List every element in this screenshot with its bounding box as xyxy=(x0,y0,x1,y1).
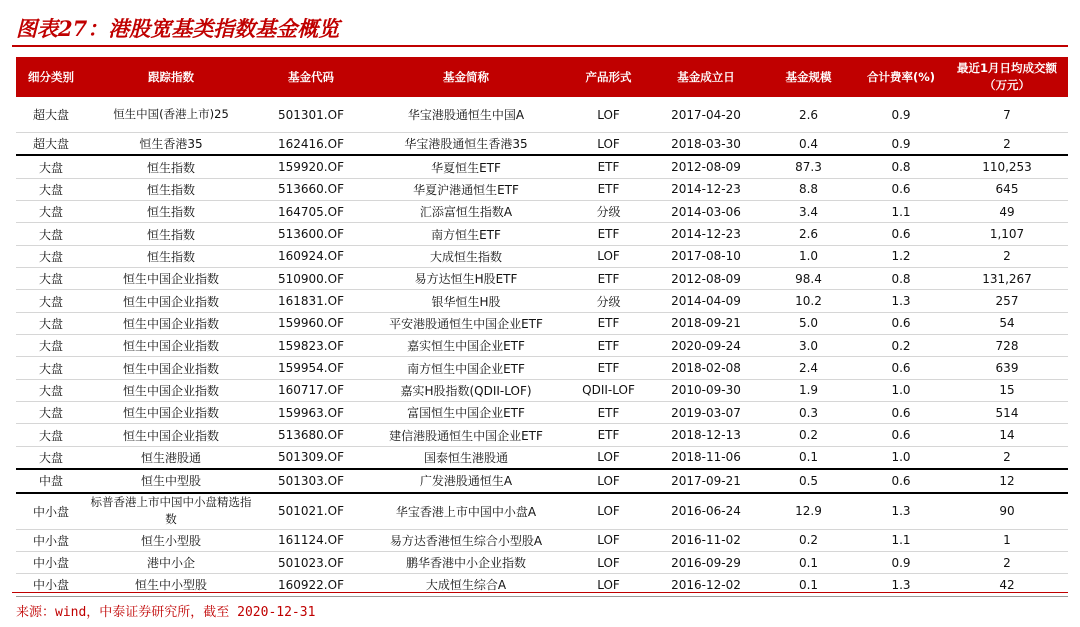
table-cell: 2018-09-21 xyxy=(651,312,761,334)
table-cell: 华宝香港上市中国中小盘A xyxy=(366,493,566,530)
table-cell: 建信港股通恒生中国企业ETF xyxy=(366,424,566,446)
table-cell: 0.6 xyxy=(856,469,946,492)
table-cell: 华夏恒生ETF xyxy=(366,155,566,178)
footer-divider xyxy=(12,592,1068,593)
table-cell: 12 xyxy=(946,469,1068,492)
table-row xyxy=(16,312,1068,334)
column-header: 最近1月日均成交额（万元） xyxy=(946,57,1068,97)
table-cell: 162416.OF xyxy=(256,133,366,156)
table-cell: 大盘 xyxy=(16,402,86,424)
table-cell: 0.9 xyxy=(856,551,946,573)
table-cell: 恒生中国企业指数 xyxy=(86,379,256,401)
table-cell: 恒生中国企业指数 xyxy=(86,290,256,312)
table-cell: 7 xyxy=(946,97,1068,133)
table-cell: 510900.OF xyxy=(256,268,366,290)
table-cell: 1.3 xyxy=(856,290,946,312)
table-cell: 501021.OF xyxy=(256,493,366,530)
table-cell: 2020-09-24 xyxy=(651,335,761,357)
table-row xyxy=(16,223,1068,245)
table-cell: 恒生小型股 xyxy=(86,529,256,551)
table-cell: 恒生指数 xyxy=(86,201,256,223)
table-cell: 160922.OF xyxy=(256,574,366,596)
table-cell: 中盘 xyxy=(16,469,86,492)
table-row xyxy=(16,335,1068,357)
table-cell: 1.2 xyxy=(856,245,946,267)
table-cell: 0.9 xyxy=(856,133,946,156)
table-cell: 恒生指数 xyxy=(86,245,256,267)
table-cell: 恒生港股通 xyxy=(86,446,256,469)
table-cell: 平安港股通恒生中国企业ETF xyxy=(366,312,566,334)
table-row xyxy=(16,133,1068,156)
table-cell: 恒生中型股 xyxy=(86,469,256,492)
table-cell: 标普香港上市中国中小盘精选指数 xyxy=(86,493,256,530)
table-cell: 2014-12-23 xyxy=(651,223,761,245)
table-cell: 14 xyxy=(946,424,1068,446)
table-cell: LOF xyxy=(566,574,651,596)
table-cell: 大盘 xyxy=(16,201,86,223)
table-cell: ETF xyxy=(566,424,651,446)
table-cell: 3.4 xyxy=(761,201,856,223)
table-cell: 恒生中国企业指数 xyxy=(86,424,256,446)
table-row xyxy=(16,446,1068,469)
table-cell: 大盘 xyxy=(16,268,86,290)
table-cell: 513600.OF xyxy=(256,223,366,245)
table-cell: 大盘 xyxy=(16,223,86,245)
table-cell: LOF xyxy=(566,493,651,530)
table-cell: 恒生中国(香港上市)25 xyxy=(86,97,256,133)
table-cell: 0.6 xyxy=(856,357,946,379)
table-cell: ETF xyxy=(566,268,651,290)
table-cell: 大成恒生指数 xyxy=(366,245,566,267)
table-cell: 超大盘 xyxy=(16,97,86,133)
table-cell: 广发港股通恒生A xyxy=(366,469,566,492)
table-cell: 大盘 xyxy=(16,155,86,178)
table-cell: 0.6 xyxy=(856,178,946,200)
table-cell: 1,107 xyxy=(946,223,1068,245)
table-cell: 大盘 xyxy=(16,245,86,267)
table-cell: 0.2 xyxy=(761,424,856,446)
table-cell: 0.5 xyxy=(761,469,856,492)
table-cell: 大成恒生综合A xyxy=(366,574,566,596)
table-cell: 南方恒生ETF xyxy=(366,223,566,245)
table-cell: 大盘 xyxy=(16,178,86,200)
table-cell: 2014-03-06 xyxy=(651,201,761,223)
table-cell: 1.1 xyxy=(856,201,946,223)
column-header: 基金简称 xyxy=(366,57,566,97)
table-header-row xyxy=(16,57,1068,97)
table-cell: 0.3 xyxy=(761,402,856,424)
table-cell: 分级 xyxy=(566,290,651,312)
figure-title: 图表27：港股宽基类指数基金概览 xyxy=(16,16,340,41)
fund-table xyxy=(16,57,1068,597)
table-cell: 257 xyxy=(946,290,1068,312)
table-cell: 501303.OF xyxy=(256,469,366,492)
table-cell: 大盘 xyxy=(16,357,86,379)
column-header: 基金规模 xyxy=(761,57,856,97)
table-cell: 8.8 xyxy=(761,178,856,200)
table-cell: 恒生中国企业指数 xyxy=(86,357,256,379)
table-cell: 2012-08-09 xyxy=(651,268,761,290)
table-cell: 恒生中小型股 xyxy=(86,574,256,596)
table-cell: 12.9 xyxy=(761,493,856,530)
table-cell: 恒生香港35 xyxy=(86,133,256,156)
table-cell: 2 xyxy=(946,245,1068,267)
table-cell: 164705.OF xyxy=(256,201,366,223)
table-row xyxy=(16,245,1068,267)
table-cell: 中小盘 xyxy=(16,529,86,551)
table-cell: 中小盘 xyxy=(16,551,86,573)
table-row xyxy=(16,201,1068,223)
table-row xyxy=(16,268,1068,290)
table-cell: 0.6 xyxy=(856,402,946,424)
column-header: 合计费率(%) xyxy=(856,57,946,97)
source-note: 来源：wind，中泰证券研究所，截至 2020-12-31 xyxy=(16,605,316,620)
table-cell: 中小盘 xyxy=(16,493,86,530)
table-row xyxy=(16,290,1068,312)
table-cell: 160717.OF xyxy=(256,379,366,401)
table-cell: 42 xyxy=(946,574,1068,596)
table-cell: 513680.OF xyxy=(256,424,366,446)
table-cell: 大盘 xyxy=(16,446,86,469)
table-row xyxy=(16,551,1068,573)
table-cell: 110,253 xyxy=(946,155,1068,178)
table-cell: 2014-04-09 xyxy=(651,290,761,312)
table-cell: 728 xyxy=(946,335,1068,357)
table-cell: 0.6 xyxy=(856,424,946,446)
table-cell: 2016-06-24 xyxy=(651,493,761,530)
table-cell: 3.0 xyxy=(761,335,856,357)
table-cell: 2016-12-02 xyxy=(651,574,761,596)
table-cell: ETF xyxy=(566,155,651,178)
title-divider xyxy=(12,45,1068,47)
table-cell: 恒生中国企业指数 xyxy=(86,402,256,424)
table-cell: 159920.OF xyxy=(256,155,366,178)
table-cell: 0.6 xyxy=(856,223,946,245)
table-cell: 大盘 xyxy=(16,424,86,446)
table-cell: 恒生中国企业指数 xyxy=(86,268,256,290)
table-cell: 恒生中国企业指数 xyxy=(86,335,256,357)
column-header: 基金成立日 xyxy=(651,57,761,97)
table-cell: ETF xyxy=(566,178,651,200)
table-cell: 易方达恒生H股ETF xyxy=(366,268,566,290)
table-cell: 159823.OF xyxy=(256,335,366,357)
table-row xyxy=(16,357,1068,379)
table-cell: 1.3 xyxy=(856,493,946,530)
table-cell: 1.1 xyxy=(856,529,946,551)
table-cell: ETF xyxy=(566,223,651,245)
table-cell: 易方达香港恒生综合小型股A xyxy=(366,529,566,551)
table-cell: 0.4 xyxy=(761,133,856,156)
column-header: 基金代码 xyxy=(256,57,366,97)
table-cell: 0.2 xyxy=(761,529,856,551)
table-cell: 0.2 xyxy=(856,335,946,357)
table-cell: 1 xyxy=(946,529,1068,551)
table-cell: 大盘 xyxy=(16,379,86,401)
table-row xyxy=(16,424,1068,446)
table-cell: 1.9 xyxy=(761,379,856,401)
table-cell: 160924.OF xyxy=(256,245,366,267)
table-cell: 2010-09-30 xyxy=(651,379,761,401)
table-cell: 2 xyxy=(946,133,1068,156)
table-cell: 98.4 xyxy=(761,268,856,290)
table-cell: 鹏华香港中小企业指数 xyxy=(366,551,566,573)
table-cell: 10.2 xyxy=(761,290,856,312)
table-cell: 639 xyxy=(946,357,1068,379)
table-cell: 2.6 xyxy=(761,223,856,245)
table-cell: 华夏沪港通恒生ETF xyxy=(366,178,566,200)
table-cell: LOF xyxy=(566,529,651,551)
table-cell: 159954.OF xyxy=(256,357,366,379)
table-cell: 0.9 xyxy=(856,97,946,133)
table-cell: 恒生指数 xyxy=(86,178,256,200)
table-cell: 645 xyxy=(946,178,1068,200)
table-cell: 2 xyxy=(946,551,1068,573)
table-cell: 0.1 xyxy=(761,446,856,469)
table-cell: 2018-11-06 xyxy=(651,446,761,469)
table-cell: LOF xyxy=(566,446,651,469)
table-cell: 2.6 xyxy=(761,97,856,133)
table-cell: 161124.OF xyxy=(256,529,366,551)
column-header: 产品形式 xyxy=(566,57,651,97)
table-cell: 2017-09-21 xyxy=(651,469,761,492)
table-cell: 嘉实H股指数(QDII-LOF) xyxy=(366,379,566,401)
table-cell: 0.6 xyxy=(856,312,946,334)
table-cell: LOF xyxy=(566,469,651,492)
table-cell: 富国恒生中国企业ETF xyxy=(366,402,566,424)
table-cell: 南方恒生中国企业ETF xyxy=(366,357,566,379)
table-cell: 2014-12-23 xyxy=(651,178,761,200)
table-cell: 港中小企 xyxy=(86,551,256,573)
table-cell: 2012-08-09 xyxy=(651,155,761,178)
table-cell: 2017-04-20 xyxy=(651,97,761,133)
table-cell: 2018-03-30 xyxy=(651,133,761,156)
table-cell: 大盘 xyxy=(16,312,86,334)
table-cell: 分级 xyxy=(566,201,651,223)
table-cell: 2018-02-08 xyxy=(651,357,761,379)
table-cell: 159960.OF xyxy=(256,312,366,334)
table-cell: ETF xyxy=(566,312,651,334)
table-cell: 49 xyxy=(946,201,1068,223)
table-cell: 90 xyxy=(946,493,1068,530)
table-cell: 汇添富恒生指数A xyxy=(366,201,566,223)
table-cell: 大盘 xyxy=(16,335,86,357)
table-cell: 131,267 xyxy=(946,268,1068,290)
table-body xyxy=(16,97,1068,596)
table-cell: 大盘 xyxy=(16,290,86,312)
table-cell: 超大盘 xyxy=(16,133,86,156)
table-cell: 华宝港股通恒生香港35 xyxy=(366,133,566,156)
table-cell: 2 xyxy=(946,446,1068,469)
table-cell: 501301.OF xyxy=(256,97,366,133)
table-row xyxy=(16,97,1068,133)
table-cell: 54 xyxy=(946,312,1068,334)
table-cell: 15 xyxy=(946,379,1068,401)
table-cell: ETF xyxy=(566,357,651,379)
table-cell: 2016-11-02 xyxy=(651,529,761,551)
table-cell: 0.8 xyxy=(856,155,946,178)
table-cell: 161831.OF xyxy=(256,290,366,312)
table-cell: 501023.OF xyxy=(256,551,366,573)
table-cell: 1.3 xyxy=(856,574,946,596)
table-cell: 513660.OF xyxy=(256,178,366,200)
table-row xyxy=(16,155,1068,178)
column-header: 细分类别 xyxy=(16,57,86,97)
table-cell: 恒生中国企业指数 xyxy=(86,312,256,334)
table-cell: LOF xyxy=(566,551,651,573)
table-cell: 2018-12-13 xyxy=(651,424,761,446)
table-cell: ETF xyxy=(566,335,651,357)
table-row xyxy=(16,178,1068,200)
table-cell: 87.3 xyxy=(761,155,856,178)
table-cell: 0.1 xyxy=(761,551,856,573)
table-cell: 恒生指数 xyxy=(86,223,256,245)
table-cell: 国泰恒生港股通 xyxy=(366,446,566,469)
table-cell: 5.0 xyxy=(761,312,856,334)
table-cell: 恒生指数 xyxy=(86,155,256,178)
table-cell: 1.0 xyxy=(761,245,856,267)
table-cell: 501309.OF xyxy=(256,446,366,469)
table-cell: 514 xyxy=(946,402,1068,424)
table-cell: 中小盘 xyxy=(16,574,86,596)
table-cell: 1.0 xyxy=(856,446,946,469)
table-cell: 0.8 xyxy=(856,268,946,290)
table-cell: 159963.OF xyxy=(256,402,366,424)
table-cell: 华宝港股通恒生中国A xyxy=(366,97,566,133)
table-cell: 0.1 xyxy=(761,574,856,596)
table-cell: LOF xyxy=(566,133,651,156)
table-cell: LOF xyxy=(566,97,651,133)
table-row xyxy=(16,402,1068,424)
table-cell: 2017-08-10 xyxy=(651,245,761,267)
table-row xyxy=(16,529,1068,551)
table-cell: 2019-03-07 xyxy=(651,402,761,424)
table-cell: 1.0 xyxy=(856,379,946,401)
table-cell: ETF xyxy=(566,402,651,424)
table-cell: QDII-LOF xyxy=(566,379,651,401)
table-cell: 银华恒生H股 xyxy=(366,290,566,312)
table-cell: 2.4 xyxy=(761,357,856,379)
table-cell: 2016-09-29 xyxy=(651,551,761,573)
table-cell: LOF xyxy=(566,245,651,267)
column-header: 跟踪指数 xyxy=(86,57,256,97)
table-row xyxy=(16,493,1068,530)
table-row xyxy=(16,379,1068,401)
table-row xyxy=(16,469,1068,492)
table-cell: 嘉实恒生中国企业ETF xyxy=(366,335,566,357)
